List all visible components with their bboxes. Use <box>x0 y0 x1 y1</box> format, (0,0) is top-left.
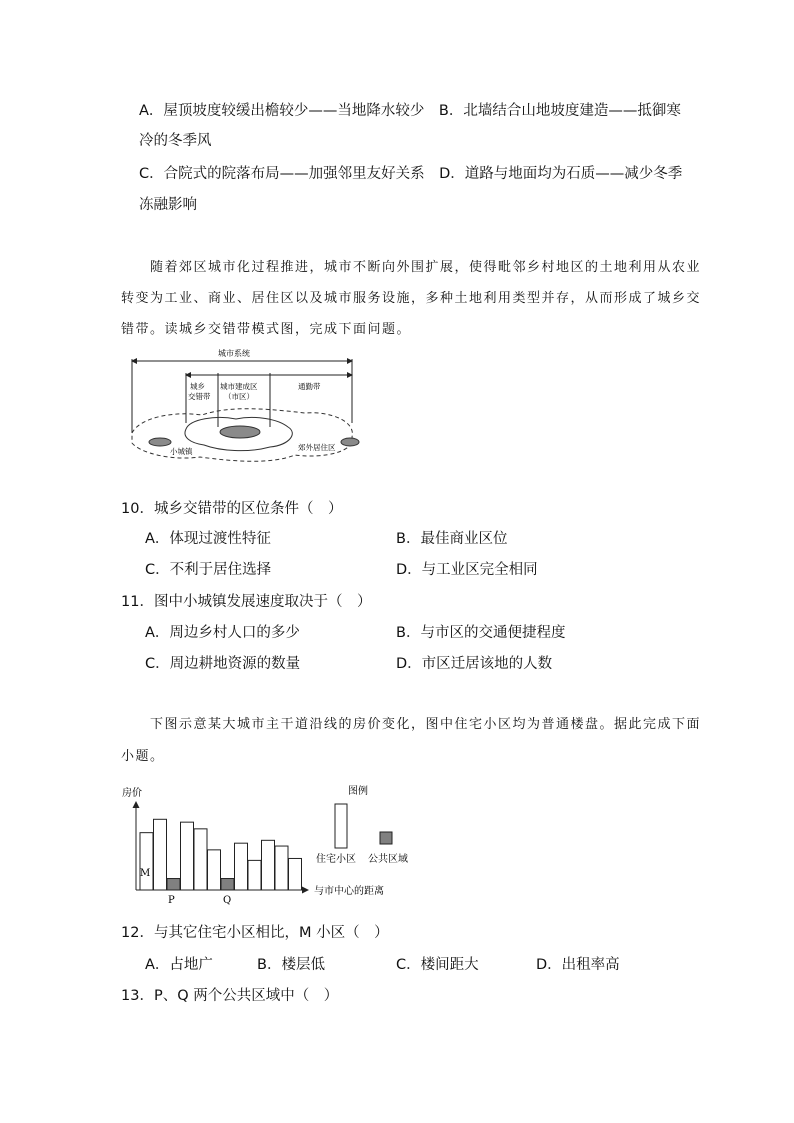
bar-residential <box>154 819 167 890</box>
q12-stem: 12．与其它住宅小区相比，M 小区（ ） <box>121 925 389 941</box>
chart-ylabel: 房价 <box>122 788 142 799</box>
bar-residential <box>181 822 194 890</box>
bar-residential <box>248 860 261 890</box>
q11-option-d: D．市区迁居该地的人数 <box>396 656 553 672</box>
label-built-up-2: （市区） <box>224 392 254 401</box>
bar-public-area <box>221 879 234 890</box>
passage2-line-1: 下图示意某大城市主干道沿线的房价变化，图中住宅小区均为普通楼盘。据此完成下面 <box>150 717 702 732</box>
legend-residential-label: 住宅小区 <box>316 854 356 865</box>
q9-option-line-4: 冻融影响 <box>139 197 197 213</box>
passage2-line-2: 小题。 <box>121 749 165 764</box>
q11-stem: 11．图中小城镇发展速度取决于（ ） <box>121 594 372 610</box>
small-town-shape <box>149 438 171 446</box>
q12-option-b: B．楼层低 <box>257 957 325 973</box>
q13-stem: 13．P、Q 两个公共区域中（ ） <box>121 988 339 1004</box>
label-M: M <box>140 868 151 879</box>
q11-option-a: A．周边乡村人口的多少 <box>145 625 300 641</box>
q12-option-a: A．占地广 <box>145 957 213 973</box>
bar-public-area <box>167 879 180 890</box>
label-P: P <box>168 895 175 906</box>
bar-residential <box>275 846 288 890</box>
passage1-line-3: 错带。读城乡交错带模式图，完成下面问题。 <box>121 322 412 337</box>
chart-xlabel: 与市中心的距离 <box>314 886 384 897</box>
q12-option-c: C．楼间距大 <box>396 957 479 973</box>
legend-public-swatch <box>380 832 392 844</box>
label-suburb: 郊外居住区 <box>298 443 336 452</box>
bar-residential <box>194 829 207 890</box>
bar-residential <box>208 850 221 890</box>
label-small-town: 小城镇 <box>170 447 193 456</box>
legend-title: 图例 <box>348 786 368 797</box>
q9-option-line-2: 冷的冬季风 <box>139 133 212 149</box>
built-up-area <box>220 426 260 438</box>
q9-option-line-3: C．合院式的院落布局——加强邻里友好关系 D．道路与地面均为石质——减少冬季 <box>139 166 683 182</box>
passage1-line-2: 转变为工业、商业、居住区以及城市服务设施，多种土地利用类型并存，从而形成了城乡交 <box>121 291 702 306</box>
bar-residential <box>140 833 153 890</box>
bar-residential <box>235 843 248 890</box>
q10-option-d: D．与工业区完全相同 <box>396 562 538 578</box>
label-commute-belt: 通勤带 <box>298 382 321 391</box>
q12-option-d: D．出租率高 <box>536 957 620 973</box>
q10-stem: 10．城乡交错带的区位条件（ ） <box>121 501 343 517</box>
q11-option-b: B．与市区的交通便捷程度 <box>396 625 566 641</box>
q10-option-c: C．不利于居住选择 <box>145 562 272 578</box>
label-fringe-2: 交错带 <box>188 392 211 401</box>
label-Q: Q <box>223 895 232 906</box>
urban-rural-fringe-diagram <box>120 345 365 470</box>
bar-residential <box>262 840 275 890</box>
q10-option-b: B．最佳商业区位 <box>396 531 508 547</box>
label-city-system: 城市系统 <box>218 349 250 358</box>
label-fringe-1: 城乡 <box>190 382 205 391</box>
legend-public-label: 公共区域 <box>368 854 408 865</box>
passage1-line-1: 随着郊区城市化过程推进，城市不断向外围扩展，使得毗邻乡村地区的土地利用从农业 <box>150 260 702 275</box>
label-built-up-1: 城市建成区 <box>220 382 258 391</box>
q9-option-line-1: A．屋顶坡度较缓出檐较少——当地降水较少 B．北墙结合山地坡度建造——抵御寒 <box>139 103 681 119</box>
q11-option-c: C．周边耕地资源的数量 <box>145 656 301 672</box>
legend-residential-swatch <box>335 804 347 848</box>
q10-option-a: A．体现过渡性特征 <box>145 531 271 547</box>
bar-residential <box>289 858 302 890</box>
house-price-chart <box>118 780 428 906</box>
suburb-shape <box>341 438 359 446</box>
